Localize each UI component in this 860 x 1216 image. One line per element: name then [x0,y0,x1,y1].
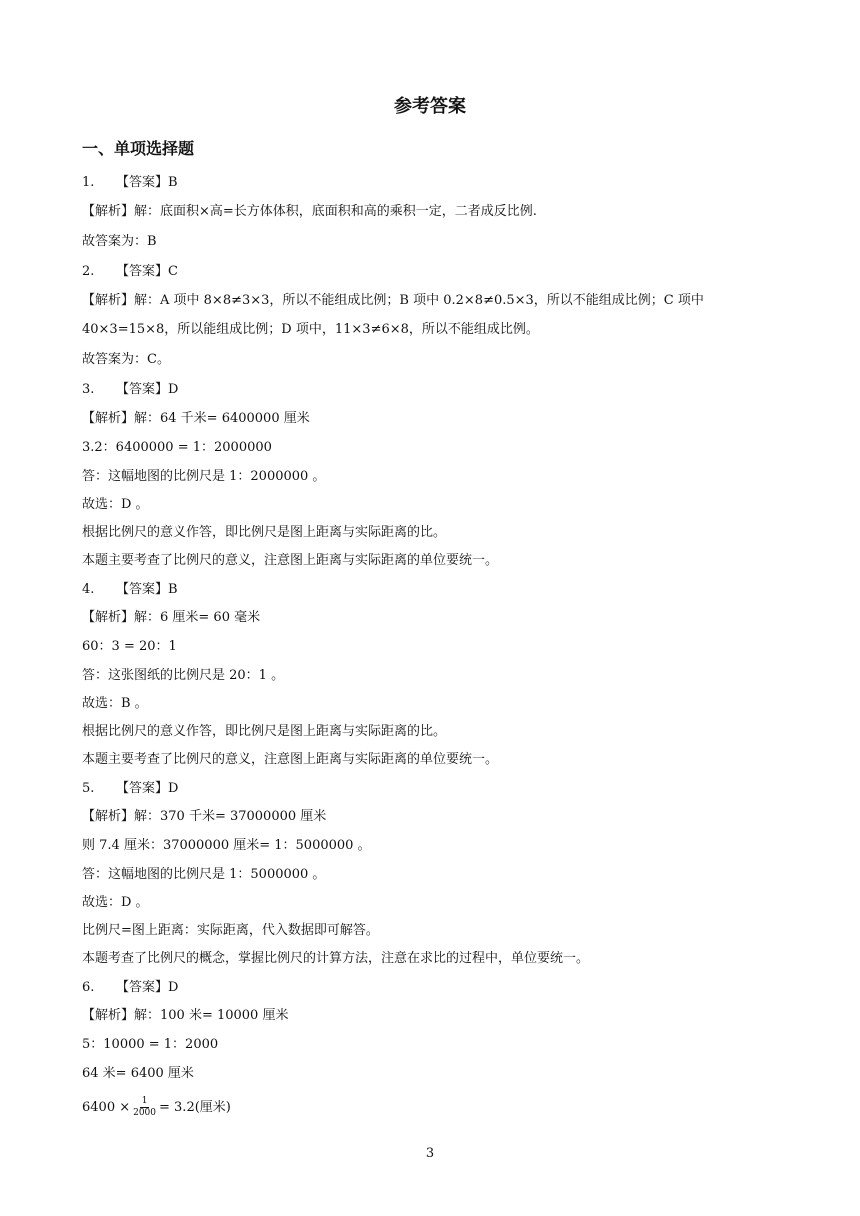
q6-line-2: 5：10000 = 1：2000 [82,1037,219,1052]
q6-expr-right: = 3.2(厘米) [159,1100,231,1115]
q5-line-1: 【解析】解：370 千米= 37000000 厘米 [82,809,327,824]
q1-final: 故答案为：B [82,234,157,249]
q5-answer-line [82,779,178,799]
q3-answer-line [82,380,178,400]
section-heading: 一、单项选择题 [82,139,195,158]
q5-line-5: 比例尺=图上距离：实际距离，代入数据即可解答。 [82,923,379,938]
q3-answer: 【答案】D [116,382,179,397]
q2-final: 故答案为：C。 [82,352,170,367]
page-number: 3 [425,1146,435,1161]
q6-answer-line [82,978,178,998]
q2-analysis-1: 【解析】解：A 项中 8×8≠3×3，所以不能组成比例；B 项中 0.2×8≠0.5×3，所以不能组成比例；C 项中 [82,293,704,308]
q1-answer-line [82,173,178,193]
q6-answer: 【答案】D [116,980,179,995]
q1-analysis: 【解析】解：底面积×高=长方体体积，底面积和高的乘积一定，二者成反比例. [82,204,537,219]
fraction [133,1096,156,1119]
fraction-numerator: 1 [141,1096,148,1106]
q6-expr-left: 6400 × [82,1100,131,1115]
q5-line-3: 答：这幅地图的比例尺是 1：5000000 。 [82,867,326,882]
q3-line-3: 答：这幅地图的比例尺是 1：2000000 。 [82,469,326,484]
q3-line-2: 3.2：6400000 = 1：2000000 [82,440,272,455]
q4-line-6: 本题主要考查了比例尺的意义，注意图上距离与实际距离的单位要统一。 [82,752,499,767]
q4-line-2: 60：3 = 20：1 [82,639,177,654]
q6-number: 6. [82,980,95,995]
q1-answer: 【答案】B [116,175,178,190]
q4-answer: 【答案】B [116,582,178,597]
q3-number: 3. [82,382,95,397]
q5-number: 5. [82,781,95,796]
q2-answer: 【答案】C [116,264,178,279]
q5-line-2: 则 7.4 厘米：37000000 厘米= 1：5000000 。 [82,838,371,853]
q3-line-4: 故选：D 。 [82,497,149,512]
q4-line-5: 根据比例尺的意义作答，即比例尺是图上距离与实际距离的比。 [82,724,447,739]
q3-line-6: 本题主要考查了比例尺的意义，注意图上距离与实际距离的单位要统一。 [82,553,499,568]
q4-line-4: 故选：B 。 [82,696,148,711]
q2-answer-line [82,262,178,282]
q3-line-1: 【解析】解：64 千米= 6400000 厘米 [82,411,310,426]
q5-line-4: 故选：D 。 [82,895,149,910]
q3-line-5: 根据比例尺的意义作答，即比例尺是图上距离与实际距离的比。 [82,525,447,540]
q5-answer: 【答案】D [116,781,179,796]
q4-number: 4. [82,582,95,597]
q6-line-3: 64 米= 6400 厘米 [82,1066,194,1081]
page-title: 参考答案 [394,96,466,117]
q2-analysis-2: 40×3=15×8，所以能组成比例；D 项中，11×3≠6×8，所以不能组成比例。 [82,322,539,337]
fraction-denominator: 2000 [133,1108,157,1118]
q6-line-1: 【解析】解：100 米= 10000 厘米 [82,1008,289,1023]
q1-number: 1. [82,175,95,190]
q2-number: 2. [82,264,95,279]
q6-line-4 [82,1096,231,1119]
q4-line-3: 答：这张图纸的比例尺是 20：1 。 [82,668,285,683]
q4-answer-line [82,580,178,600]
q4-line-1: 【解析】解：6 厘米= 60 毫米 [82,610,261,625]
q5-line-6: 本题考查了比例尺的概念，掌握比例尺的计算方法，注意在求比的过程中，单位要统一。 [82,951,590,966]
